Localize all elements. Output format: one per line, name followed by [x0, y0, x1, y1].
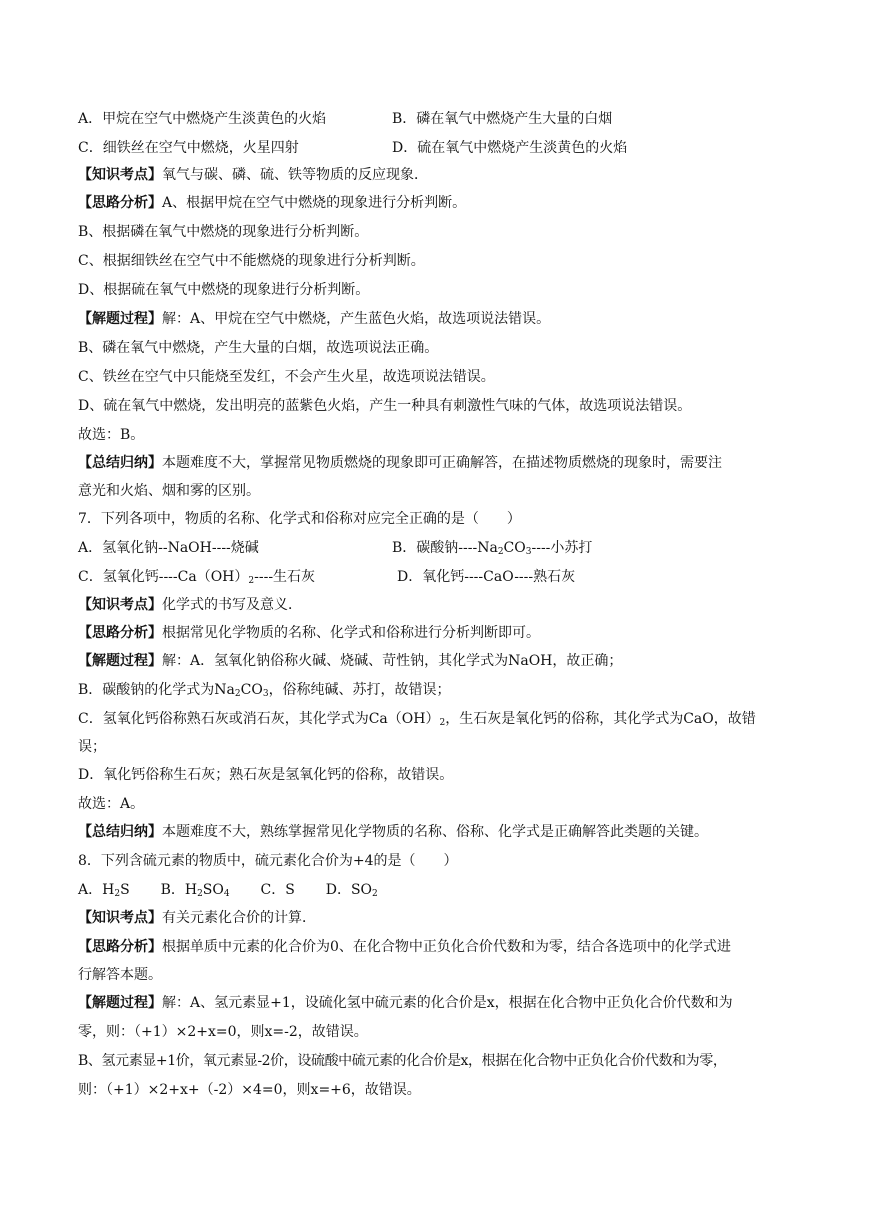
section-label: 【思路分析】: [78, 939, 162, 955]
section-label: 【总结归纳】: [78, 824, 162, 840]
q6-option-b: B．磷在氧气中燃烧产生大量的白烟: [392, 111, 613, 127]
q7-option-c: C．氢氧化钙$----Ca(OH)_2----$生石灰: [78, 569, 316, 586]
q7-summary: [78, 822, 799, 842]
q7-analysis: [78, 623, 799, 643]
section-text: 化学式的书写及意义．: [162, 597, 302, 613]
q8-analysis-cont: 行解答本题。: [78, 967, 162, 983]
q7-solution-b: B．碳酸钠的化学式为$Na_2CO_3$，俗称纯碱、苏打，故错误；: [78, 682, 451, 699]
q8-stem: 8．下列含硫元素的物质中，硫元素化合价为+4的是（ ）: [78, 853, 458, 869]
q6-solution: [78, 309, 799, 329]
q7-solution-d: D．氧化钙俗称生石灰；熟石灰是氢氧化钙的俗称，故错误。: [78, 767, 454, 783]
q6-analysis: [78, 193, 799, 213]
q7-option-b: B．碳酸钠$----Na_2CO_3----$小苏打: [392, 540, 593, 557]
q6-summary: [78, 453, 799, 473]
section-label: 【解题过程】: [78, 995, 162, 1011]
section-text: 氧气与碳、磷、硫、铁等物质的反应现象．: [162, 167, 428, 183]
q8-solution-cont: 零，则：（+1）×2+x=0，则x=-2，故错误。: [78, 1024, 368, 1040]
section-text: 解：A．氢氧化钠俗称火碱、烧碱、苛性钠，其化学式为NaOH，故正确；: [162, 653, 623, 669]
section-text: 根据常见化学物质的名称、化学式和俗称进行分析判断即可。: [162, 625, 540, 641]
q6-solution-b: B、磷在氧气中燃烧，产生大量的白烟，故选项说法正确。: [78, 340, 439, 356]
q7-stem: 7．下列各项中，物质的名称、化学式和俗称对应完全正确的是（ ）: [78, 511, 521, 527]
q6-solution-c: C、铁丝在空气中只能烧至发红，不会产生火星，故选项说法错误。: [78, 369, 495, 385]
q6-analysis-c: C、根据细铁丝在空气中不能燃烧的现象进行分析判断。: [78, 253, 425, 269]
q6-option-a: A．甲烷在空气中燃烧产生淡黄色的火焰: [78, 111, 327, 127]
section-label: 【知识考点】: [78, 597, 162, 613]
q6-summary-cont: 意光和火焰、烟和雾的区别。: [78, 483, 260, 499]
q8-option-d: D．$SO_2$: [325, 882, 378, 899]
q8-solution: [78, 993, 799, 1013]
section-text: 根据单质中元素的化合价为0、在化合物中正负化合价代数和为零，结合各选项中的化学式进: [162, 939, 731, 955]
q8-knowledge-point: [78, 908, 799, 928]
section-label: 【总结归纳】: [78, 455, 162, 471]
q7-solution: [78, 651, 799, 671]
section-text: 解：A、氢元素显+1，设硫化氢中硫元素的化合价是x，根据在化合物中正负化合价代数和为: [162, 995, 733, 1011]
q7-option-a: A．氢氧化钠--NaOH----烧碱: [78, 540, 259, 556]
q8-solution-b: B、氢元素显+1价，氧元素显-2价，设硫酸中硫元素的化合价是x，根据在化合物中正负化合价代数和为零，: [78, 1053, 727, 1069]
section-label: 【思路分析】: [78, 195, 162, 211]
q8-solution-b-cont: 则：（+1）×2+x+（-2）×4=0，则x=+6，故错误。: [78, 1082, 421, 1098]
q7-option-d: D．氧化钙----CaO----熟石灰: [397, 569, 576, 585]
q7-solution-c-cont: 误；: [78, 739, 106, 755]
section-text: 解：A、甲烷在空气中燃烧，产生蓝色火焰，故选项说法错误。: [162, 311, 551, 327]
q6-option-d: D．硫在氧气中燃烧产生淡黄色的火焰: [392, 140, 628, 156]
section-label: 【知识考点】: [78, 167, 162, 183]
q8-option-b: B．$H_2SO_4$: [160, 882, 230, 899]
section-label: 【解题过程】: [78, 311, 162, 327]
q6-knowledge-point: [78, 165, 799, 185]
q8-options: [78, 880, 799, 900]
section-text: 本题难度不大，熟练掌握常见化学物质的名称、俗称、化学式是正确解答此类题的关键。: [162, 824, 708, 840]
section-label: 【思路分析】: [78, 625, 162, 641]
section-label: 【解题过程】: [78, 653, 162, 669]
q6-analysis-d: D、根据硫在氧气中燃烧的现象进行分析判断。: [78, 282, 370, 298]
section-text: 有关元素化合价的计算．: [162, 910, 316, 926]
q7-knowledge-point: [78, 595, 799, 615]
q8-option-c: C．S: [260, 882, 295, 898]
q6-solution-d: D、硫在氧气中燃烧，发出明亮的蓝紫色火焰，产生一种具有刺激性气味的气体，故选项说法错误。: [78, 398, 692, 414]
q6-option-c: C．细铁丝在空气中燃烧，火星四射: [78, 140, 299, 156]
q8-analysis: [78, 937, 799, 957]
section-text: 本题难度不大，掌握常见物质燃烧的现象即可正确解答，在描述物质燃烧的现象时，需要注: [162, 455, 722, 471]
q7-answer: 故选：A。: [78, 796, 145, 812]
q8-option-a: A．$H_2S$: [78, 882, 130, 899]
section-text: A、根据甲烷在空气中燃烧的现象进行分析判断。: [162, 195, 467, 211]
section-label: 【知识考点】: [78, 910, 162, 926]
q7-solution-c: C．氢氧化钙俗称熟石灰或消石灰，其化学式为$Ca(OH)_2$，生石灰是氧化钙的俗称，其化学式为CaO，故错: [78, 711, 756, 728]
q6-analysis-b: B、根据磷在氧气中燃烧的现象进行分析判断。: [78, 224, 369, 240]
q6-answer: 故选：B。: [78, 427, 145, 443]
